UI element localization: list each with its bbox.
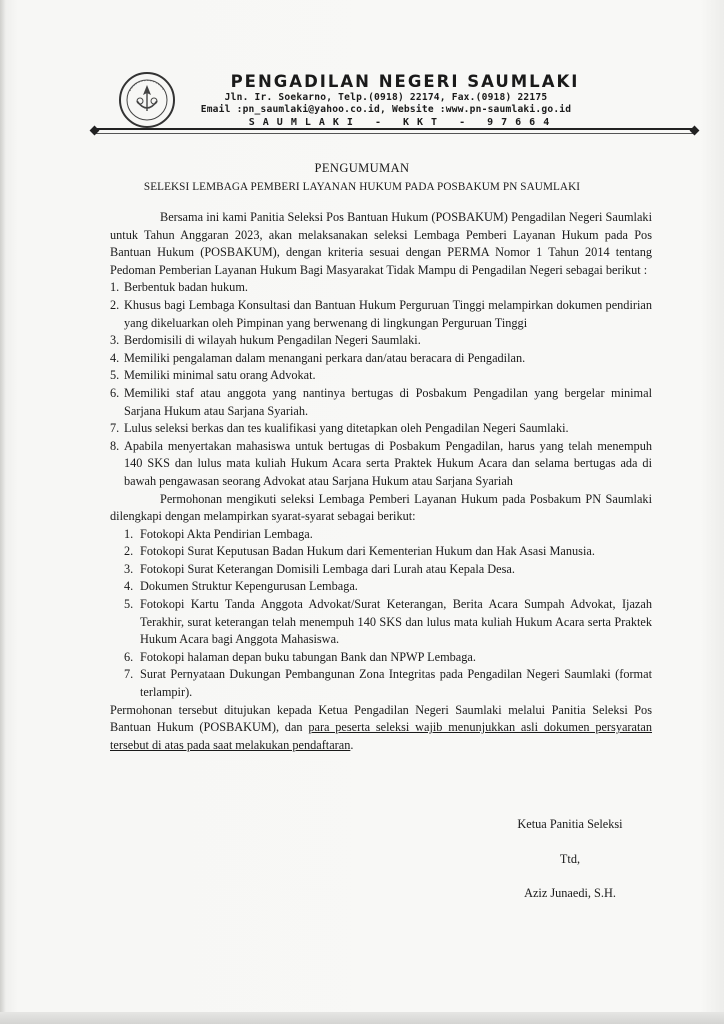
document-item: 6. Fotokopi halaman depan buku tabungan Bank dan NPWP Lembaga. [124,649,476,664]
document-item: 7. Surat Pernyataan Dukungan Pembangunan Zona Integritas pada Pengadilan Negeri Saumlaki (format terlampir). [124,667,652,700]
announcement-body [110,209,652,754]
announcement-title: PENGUMUMAN [314,161,410,175]
court-address: Jln. Ir. Soekarno, Telp.(0918) 22174, Fax.(0918) 22175 [224,92,548,103]
criteria-item: 3. Berdomisili di wilayah hukum Pengadilan Negeri Saumlaki. [110,333,421,348]
document-item: 4. Dokumen Struktur Kepengurusan Lembaga. [124,579,358,594]
criteria-item: 6. Memiliki staf atau anggota yang nantinya bertugas di Posbakum Pengadilan yang bergelar minimal Sarjana Hukum atau Sarjana Syariah. [110,385,652,418]
criteria-item: 7. Lulus seleksi berkas dan tes kualifikasi yang ditetapkan oleh Pengadilan Negeri Saumlaki. [110,421,569,436]
letterhead-divider [95,128,695,134]
scan-edge [0,0,6,1024]
request-paragraph: Permohonan mengikuti seleksi Lembaga Pemberi Layanan Hukum pada Posbakum PN Saumlaki dilengkapi dengan melampirkan syarat-syarat sebagai berikut: [110,491,652,524]
criteria-list [110,279,652,490]
closing-underlined-text: para peserta seleksi wajib menunjukkan asli dokumen persyaratan tersebut di atas pada saat melakukan pendaftaran [110,720,652,752]
document-item: 5. Fotokopi Kartu Tanda Anggota Advokat/Surat Keterangan, Berita Acara Sumpah Advokat, Ijazah Terakhir, surat keterangan telah menempuh 140 SKS dan lulus mata kuliah Hukum Acara serta Praktek Hukum Acara bagi Anggota Mahasiswa. [124,597,652,647]
court-name: PENGADILAN NEGERI SAUMLAKI [230,72,580,91]
criteria-item: 4. Memiliki pengalaman dalam menangani perkara dan/atau beracara di Pengadilan. [110,350,526,365]
signature-name: Aziz Junaedi, S.H. [524,886,616,900]
court-city-code: SAUMLAKI - KKT - 97664 [248,117,558,128]
signature-role: Ketua Panitia Seleksi [517,817,623,831]
documents-list [110,526,652,702]
announcement-subtitle: SELEKSI LEMBAGA PEMBERI LAYANAN HUKUM PADA POSBAKUM PN SAUMLAKI [143,181,581,193]
document-item: 1. Fotokopi Akta Pendirian Lembaga. [124,526,313,541]
letterhead [186,72,586,129]
criteria-item: 5. Memiliki minimal satu orang Advokat. [110,368,316,383]
signature-ttd: Ttd, [559,852,581,866]
closing-period: . [350,737,354,752]
scan-bottom-edge [0,1012,724,1024]
closing-paragraph [110,702,652,755]
criteria-item: 2. Khusus bagi Lembaga Konsultasi dan Bantuan Hukum Perguruan Tinggi melampirkan dokumen pendirian yang dikeluarkan oleh Pimpinan yang berwenang di lingkungan Perguruan Tinggi [110,297,652,330]
intro-paragraph: Bersama ini kami Panitia Seleksi Pos Bantuan Hukum (POSBAKUM) Pengadilan Negeri Saumlaki untuk Tahun Anggaran 2023, akan melaksanakan seleksi Lembaga Pemberi Layanan Hukum pada Pos Bantuan Hukum (POSBAKUM), dengan kriteria sesuai dengan PERMA Nomor 1 Tahun 2014 tentang Pedoman Pemberian Layanan Hukum Bagi Masyarakat Tidak Mampu di Pengadilan Negeri sebagai berikut : [110,210,652,277]
closing-text: Permohonan tersebut ditujukan kepada Ketua Pengadilan Negeri Saumlaki melalui Panitia Seleksi Pos Bantuan Hukum (POSBAKUM), dan [110,702,652,735]
document-item: 3. Fotokopi Surat Keterangan Domisili Lembaga dari Lurah atau Kepala Desa. [124,561,515,576]
document-item: 2. Fotokopi Surat Keputusan Badan Hukum dari Kementerian Hukum dan Hak Asasi Manusia. [124,544,595,559]
court-contact: Email :pn_saumlaki@yahoo.co.id, Website :www.pn-saumlaki.go.id [200,104,572,115]
criteria-item: 8. Apabila menyertakan mahasiswa untuk bertugas di Posbakum Pengadilan, harus yang telah menempuh 140 SKS dan lulus mata kuliah Hukum Acara serta Praktek Hukum Acara dan selama bertugas ada di bawah pengawasan seorang Advokat atau Sarjana Hukum atau Sarjana Syariah [110,438,652,488]
criteria-item: 1. Berbentuk badan hukum. [110,280,248,295]
court-emblem-logo [118,71,176,129]
